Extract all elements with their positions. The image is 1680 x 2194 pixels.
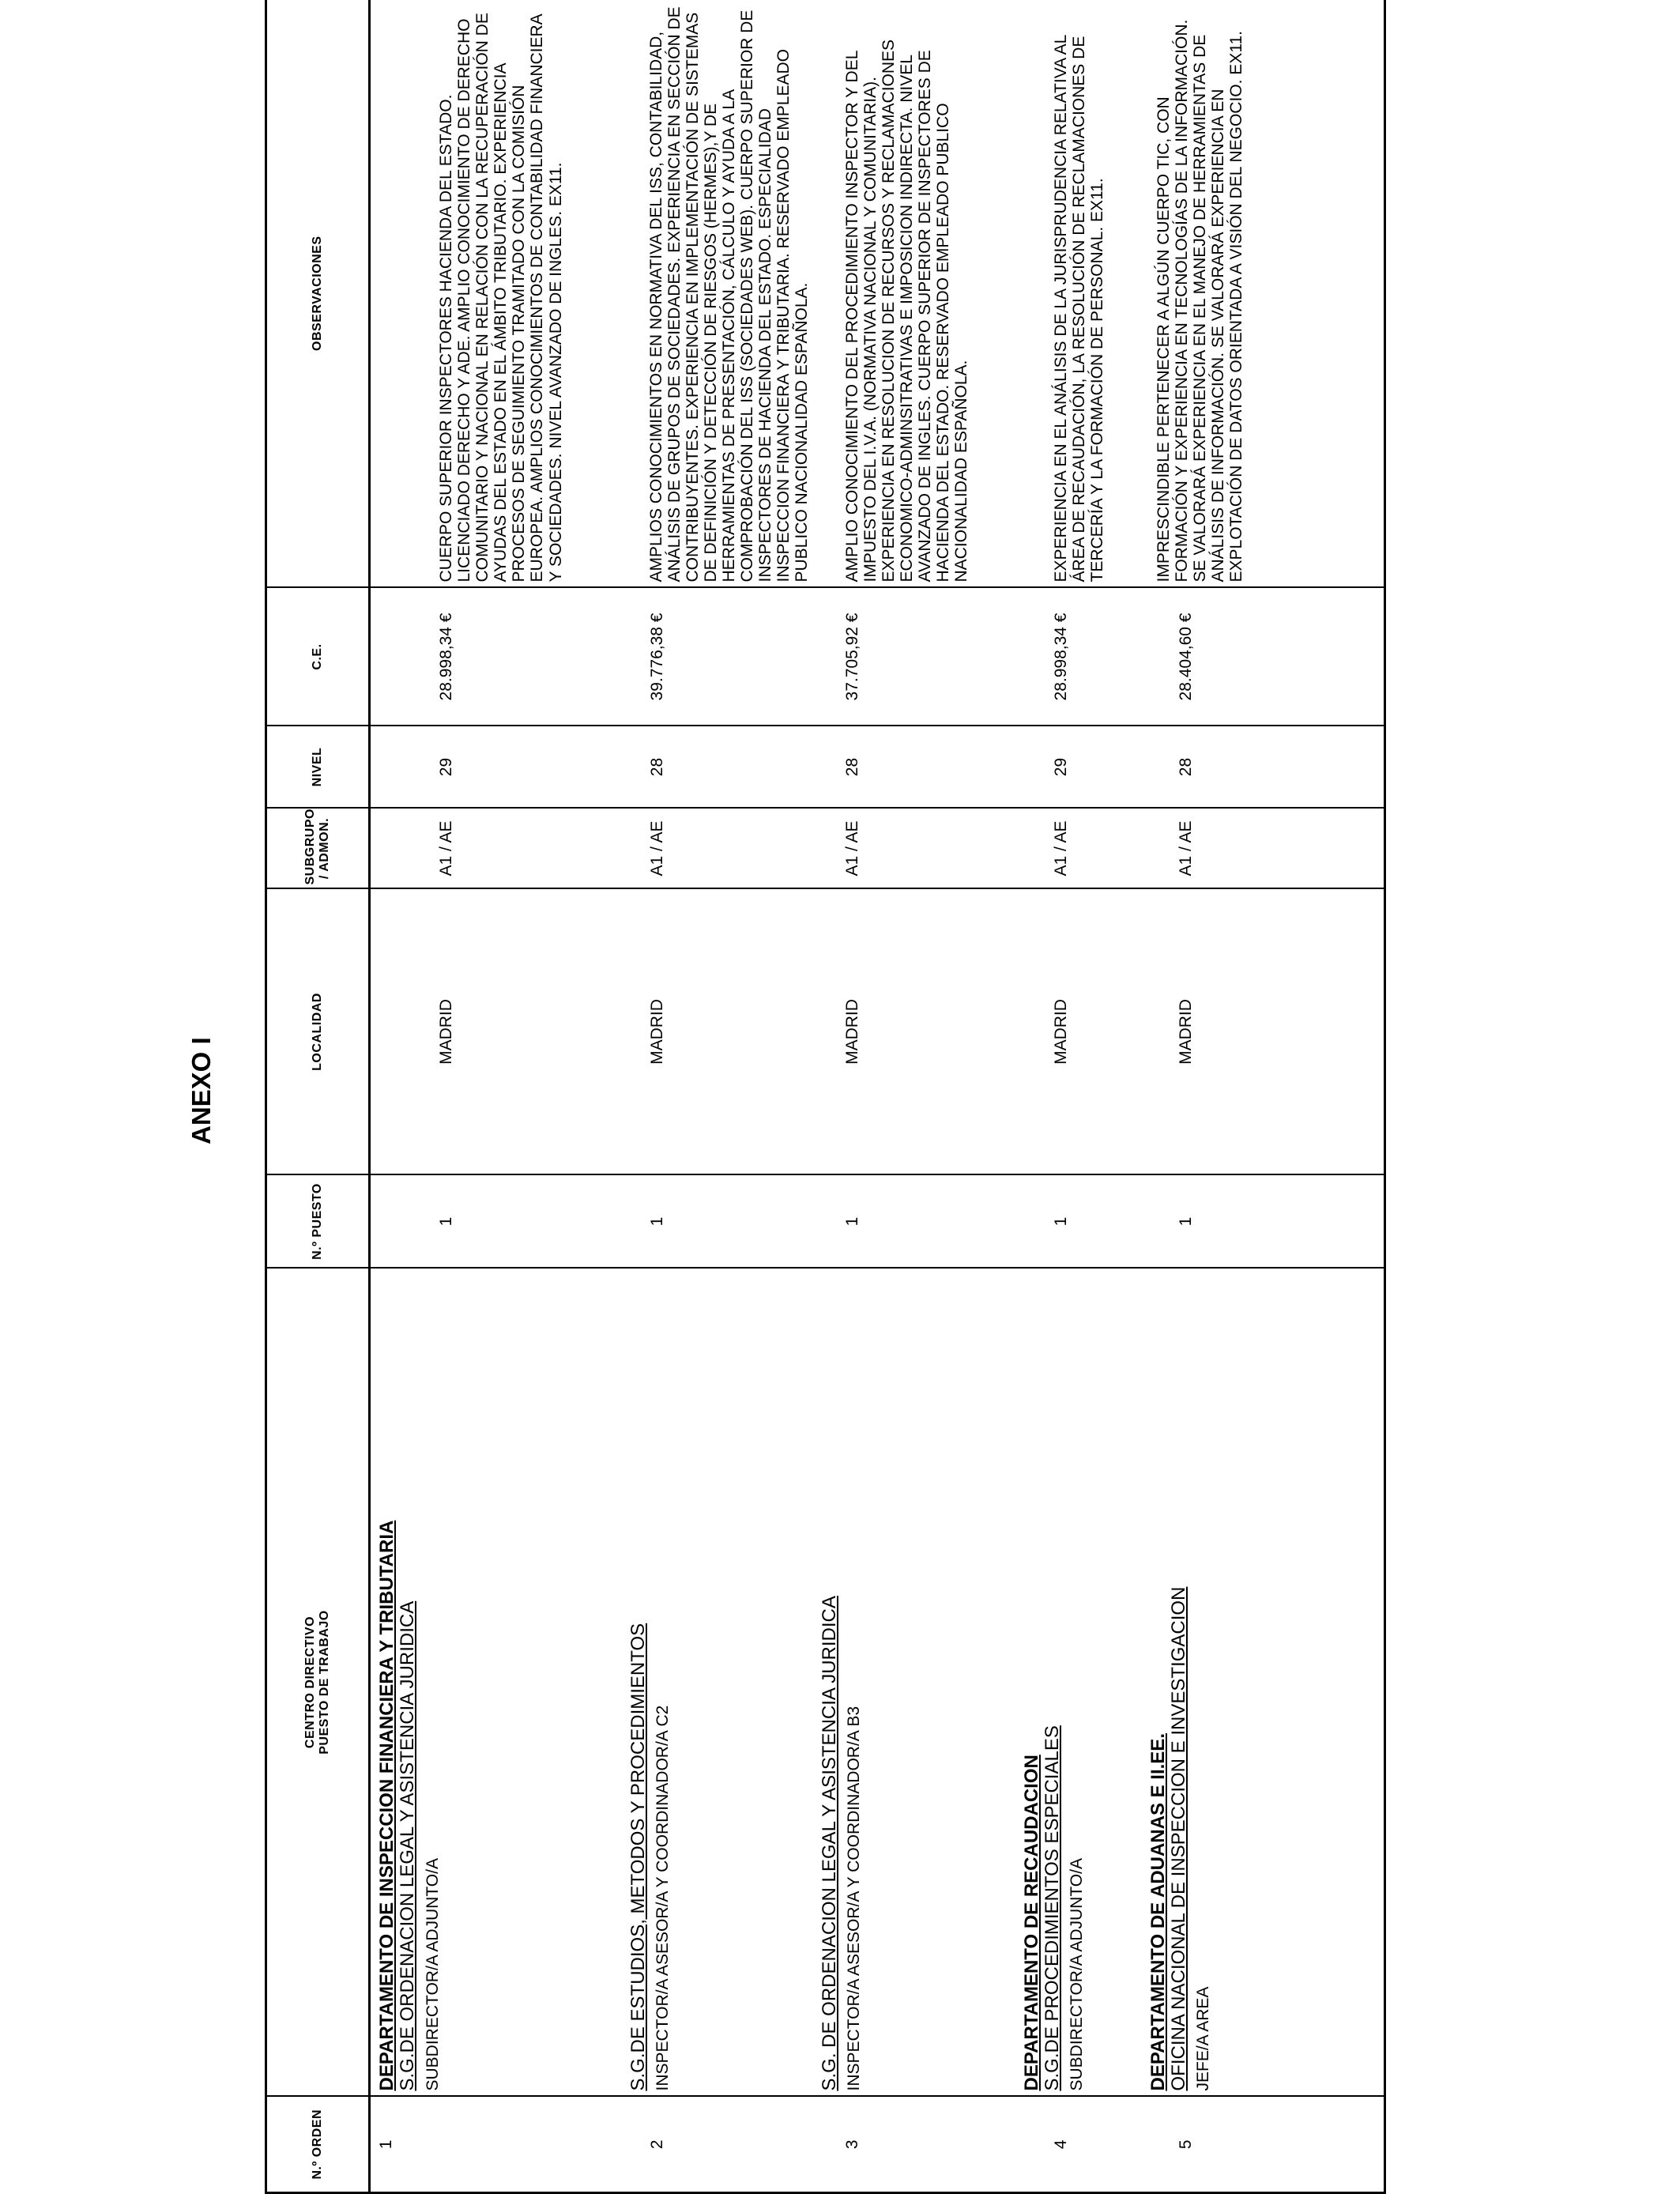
cell-observaciones: CUERPO SUPERIOR INSPECTORES HACIENDA DEL ESTADO. LICENCIADO DERECHO Y ADE. AMPLIO CONOCIMIENTO DE DERECHO COMUNITARIO Y NACIONAL EN RELACIÓN CON LA RECUPERACIÓN DE AYUDAS DEL ESTADO EN EL ÁMBITO TRIBUTARIO. EXPERIENCIA PROCESOS DE SEGUIMIENTO TRAMITADO CON LA COMISIÓN EUROPEA. AMPLIOS CONOCIMIENTOS DE CONTABILIDAD FINANCIERA Y SOCIEDADES. NIVEL AVANZADO DE INGLES. EX11.	[370, 0, 565, 588]
annex-page	[265, 0, 1671, 2194]
cell-centro	[370, 1269, 565, 2097]
header-nivel: NIVEL	[266, 726, 370, 809]
cell-nivel: 28	[1148, 726, 1385, 809]
cell-nivel: 29	[370, 726, 565, 809]
header-localidad: LOCALIDAD	[266, 889, 370, 1175]
cell-nivel: 28	[812, 726, 1022, 809]
cell-num-puesto: 1	[1022, 1175, 1148, 1269]
subdirectorate-title: S.G.DE PROCEDIMIENTOS ESPECIALES	[1041, 1725, 1063, 2091]
cell-ce: 28.998,34 €	[1022, 588, 1148, 726]
cell-num-puesto: 1	[565, 1175, 812, 1269]
cell-subgrupo: A1 / AE	[812, 809, 1022, 889]
cell-nivel: 29	[1022, 726, 1148, 809]
cell-orden: 1	[370, 2097, 565, 2193]
job-title: INSPECTOR/A ASESOR/A Y COORDINADOR/A C2	[654, 1705, 672, 2091]
table-row	[812, 0, 1022, 2193]
department-title: DEPARTAMENTO DE RECAUDACION	[1020, 1755, 1042, 2091]
header-orden: N.º ORDEN	[266, 2097, 370, 2193]
table-row	[1148, 0, 1385, 2193]
cell-localidad: MADRID	[370, 889, 565, 1175]
subdirectorate-title: S.G.DE ESTUDIOS, METODOS Y PROCEDIMIENTOS	[627, 1623, 649, 2091]
cell-ce: 28.404,60 €	[1148, 588, 1385, 726]
cell-observaciones: AMPLIO CONOCIMIENTO DEL PROCEDIMIENTO INSPECTOR Y DEL IMPUESTO DEL I.V.A. (NORMATIVA NACIONAL Y COMUNITARIA). EXPERIENCIA EN RESOLUCION DE RECURSOS Y RECLAMACIONES ECONOMICO-ADMINSITRATIVAS E IMPOSICION INDIRECTA. NIVEL AVANZADO DE INGLES. CUERPO SUPERIOR DE INSPECTORES DE HACIENDA DEL ESTADO. RESERVADO EMPLEADO PUBLICO NACIONALIDAD ESPAÑOLA.	[812, 0, 1022, 588]
cell-subgrupo: A1 / AE	[565, 809, 812, 889]
job-title: INSPECTOR/A ASESOR/A Y COORDINADOR/A B3	[844, 1706, 863, 2091]
cell-observaciones: AMPLIOS CONOCIMIENTOS EN NORMATIVA DEL ISS, CONTABILIDAD, ANÁLISIS DE GRUPOS DE SOCIEDADES. EXPERIENCIA EN SECCIÓN DE CONTRIBUYENTES. EXPERIENCIA EN IMPLEMENTACIÓN DE SISTEMAS DE DEFINICIÓN Y DETECCIÓN DE RIESGOS (HERMES),Y DE HERRAMIENTAS DE PRESENTACIÓN, CÁLCULO Y AYUDA A LA COMPROBACIÓN DEL ISS (SOCIEDADES WEB). CUERPO SUPERIOR DE INSPECTORES DE HACIENDA DEL ESTADO. ESPECIALIDAD INSPECCION FINANCIERA Y TRIBUTARIA. RESERVADO EMPLEADO PUBLICO NACIONALIDAD ESPAÑOLA.	[565, 0, 812, 588]
cell-num-puesto: 1	[1148, 1175, 1385, 1269]
job-title: SUBDIRECTOR/A ADJUNTO/A	[423, 1858, 442, 2091]
cell-orden: 3	[812, 2097, 1022, 2193]
subdirectorate-title: S.G. DE ORDENACION LEGAL Y ASISTENCIA JURIDICA	[818, 1596, 840, 2091]
cell-observaciones: IMPRESCINDIBLE PERTENECER A ALGÚN CUERPO TIC, CON FORMACIÓN Y EXPERIENCIA EN TECNOLOGÍAS DE LA INFORMACIÓN. SE VALORARÁ EXPERIENCIA EN EL MANEJO DE HERRAMIENTAS DE ANÁLISIS DE INFORMACIÓN. SE VALORARÁ EXPERIENCIA EN EXPLOTACIÓN DE DATOS ORIENTADA A VISIÓN DEL NEGOCIO. EX11.	[1148, 0, 1385, 588]
cell-centro	[812, 1269, 1022, 2097]
annex-table	[265, 0, 1386, 2194]
header-centro: CENTRO DIRECTIVO PUESTO DE TRABAJO	[266, 1269, 370, 2097]
cell-orden: 4	[1022, 2097, 1148, 2193]
cell-centro	[565, 1269, 812, 2097]
cell-ce: 28.998,34 €	[370, 588, 565, 726]
cell-centro	[1148, 1269, 1385, 2097]
cell-subgrupo: A1 / AE	[370, 809, 565, 889]
cell-orden: 2	[565, 2097, 812, 2193]
cell-nivel: 28	[565, 726, 812, 809]
cell-subgrupo: A1 / AE	[1148, 809, 1385, 889]
cell-subgrupo: A1 / AE	[1022, 809, 1148, 889]
header-subgrupo: SUBGRUPO / ADMON.	[266, 809, 370, 889]
header-puesto: N.º PUESTO	[266, 1175, 370, 1269]
table-row	[1022, 0, 1148, 2193]
cell-num-puesto: 1	[370, 1175, 565, 1269]
job-title: JEFE/A AREA	[1194, 1986, 1213, 2091]
header-ce: C.E.	[266, 588, 370, 726]
cell-orden: 5	[1148, 2097, 1385, 2193]
cell-localidad: MADRID	[565, 889, 812, 1175]
department-title: DEPARTAMENTO DE INSPECCION FINANCIERA Y TRIBUTARIA	[376, 1520, 397, 2091]
cell-centro	[1022, 1269, 1148, 2097]
subdirectorate-title: OFICINA NACIONAL DE INSPECCION E INVESTIGACION	[1167, 1586, 1189, 2091]
cell-localidad: MADRID	[812, 889, 1022, 1175]
cell-ce: 39.776,38 €	[565, 588, 812, 726]
cell-ce: 37.705,92 €	[812, 588, 1022, 726]
cell-localidad: MADRID	[1022, 889, 1148, 1175]
job-title: SUBDIRECTOR/A ADJUNTO/A	[1068, 1858, 1087, 2091]
header-row	[266, 0, 370, 2193]
cell-observaciones: EXPERIENCIA EN EL ANÁLISIS DE LA JURISPRUDENCIA RELATIVA AL ÁREA DE RECAUDACIÓN, LA RESOLUCIÓN DE RECLAMACIONES DE TERCERÍA Y LA FORMACIÓN DE PERSONAL. EX11.	[1022, 0, 1148, 588]
header-observaciones: OBSERVACIONES	[266, 0, 370, 588]
table-row	[370, 0, 565, 2193]
cell-num-puesto: 1	[812, 1175, 1022, 1269]
table-row	[565, 0, 812, 2193]
cell-localidad: MADRID	[1148, 889, 1385, 1175]
department-title: DEPARTAMENTO DE ADUANAS E II.EE.	[1147, 1733, 1169, 2091]
subdirectorate-title: S.G.DE ORDENACION LEGAL Y ASISTENCIA JURIDICA	[397, 1600, 419, 2091]
page-title: ANEXO I	[186, 1037, 216, 1144]
